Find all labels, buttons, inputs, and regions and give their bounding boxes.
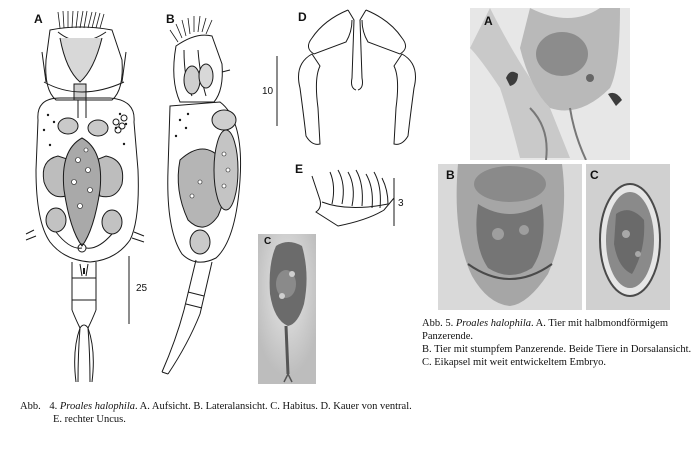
figure-5-caption-line1 [422, 317, 692, 330]
figure-4-label-c: C [264, 236, 272, 247]
drawing-d-mastax-ventral [290, 8, 425, 148]
figure-4-label-e: E [295, 162, 304, 176]
photo-5b-tier-stumpfes-panzerende [438, 164, 582, 310]
figure-5-caption-line3: B. Tier mit stumpfem Panzerende. Beide Tiere in Dorsalansicht. [422, 344, 692, 355]
figure-4-caption [20, 400, 420, 426]
figure-5-caption-prefix: Abb. 5. [422, 318, 454, 329]
drawing-a-dorsal-view [20, 10, 160, 385]
drawing-b-lateral-view [140, 10, 250, 380]
figure-5 [422, 0, 700, 395]
figure-5-caption-line4: C. Eikapsel mit weit entwickeltem Embryo. [422, 357, 607, 368]
figure-4-caption-line2: E. rechter Uncus. [53, 414, 126, 425]
figure-5-caption-line2: Panzerende. [422, 331, 474, 342]
figure-4-caption-number: 4. [49, 401, 58, 412]
figure-5-label-a: A [484, 14, 493, 28]
figure-5-label-b: B [446, 168, 455, 182]
figure-4-caption-line1 [20, 400, 420, 413]
figure-4-caption-species: Proales halophila [59, 401, 135, 412]
photo-5a-tier-halbmondfoermig [470, 8, 630, 160]
figure-4-label-d: D [298, 10, 307, 24]
scale-bar-d [272, 56, 282, 126]
photo-5c-eikapsel [586, 164, 670, 310]
scale-bar-d-label: 10 [262, 86, 274, 97]
figure-5-caption-line1-rest: . A. Tier mit halbmondförmigem [531, 318, 669, 329]
drawing-e-right-uncus [308, 168, 398, 228]
figure-4-label-b: B [166, 12, 175, 26]
figure-4-caption-text-line1: . A. Aufsicht. B. Lateralansicht. C. Habitus. D. Kauer von ventral. [135, 401, 412, 412]
photo-c-habitus [258, 234, 316, 384]
scale-bar-a [124, 256, 134, 326]
figure-5-caption-species: Proales halophila [455, 318, 531, 329]
scale-bar-a-label: 25 [136, 283, 148, 294]
scale-bar-e [390, 178, 398, 228]
figure-4-label-a: A [34, 12, 43, 26]
figure-4-caption-prefix: Abb. [20, 401, 41, 412]
figure-5-label-c: C [590, 168, 599, 182]
scale-bar-e-label: 3 [398, 198, 404, 209]
figure-5-caption [422, 317, 692, 369]
